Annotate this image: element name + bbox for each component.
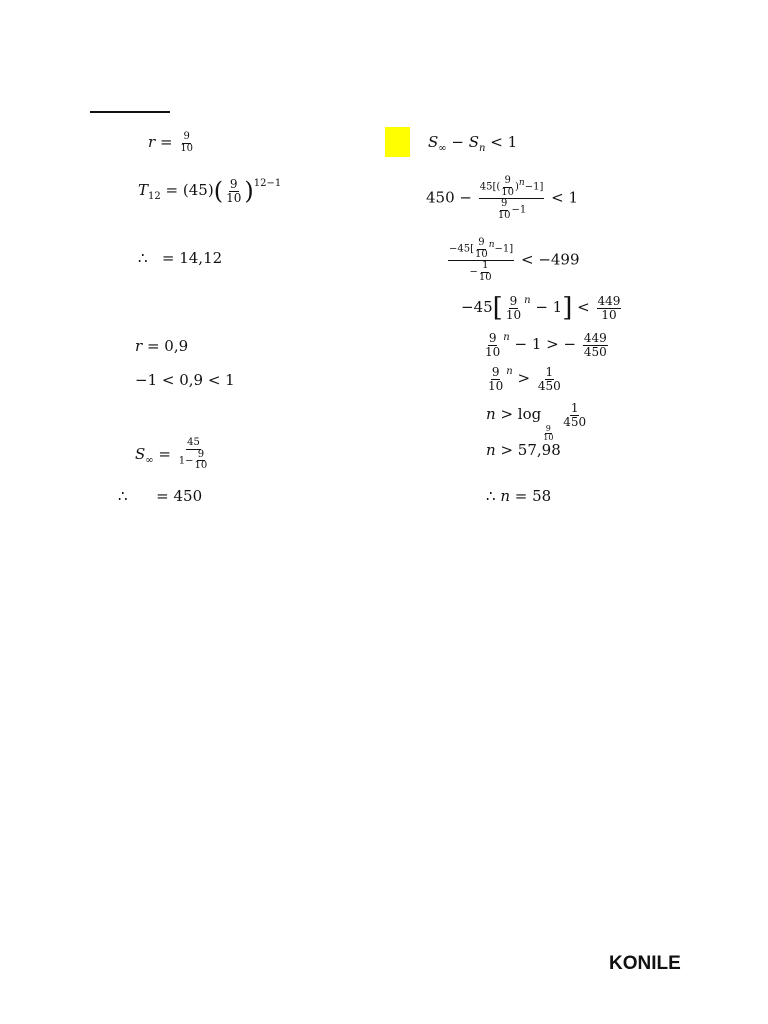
sinf-minus-sn-inequality: $S_\infty - S_n < 1$: [428, 133, 518, 154]
simplified-inequality: −45[ $\frac{9}{10}$ $^n$−1] − $\frac{1}{10}$ < −499: [449, 237, 580, 283]
s-infinity-answer: ∴ = 450: [118, 487, 203, 505]
log-inequality: n > log $\frac{9}{10}$ $\frac{1}{450}$: [486, 401, 587, 443]
n-decimal-bound: n > 57,98: [486, 441, 561, 459]
power-inequality-2: $\frac{9}{10}$ $^n$ > $\frac{1}{450}$: [488, 365, 561, 393]
s-infinity-formula: $S_\infty$ = 45 1− $\frac{9}{10}$: [135, 437, 208, 471]
n-answer: ∴ n = 58: [486, 487, 552, 505]
bracket-inequality: −45[ $\frac{9}{10}$ $^n$ − 1] < $\frac{449}{10}$: [461, 293, 621, 324]
t12-formula: $T_{12} = (45)$( $\frac{9}{10}$ )$^{12-1}$: [138, 177, 282, 206]
r-equals-fraction: r = $\frac{9}{10}$: [148, 131, 194, 154]
ratio-inequality: −1 < 0,9 < 1: [135, 371, 235, 389]
substituted-inequality: 450 − 45[( $\frac{9}{10}$ )$^n$−1] $\frac{9}{10}$ −1 < 1: [426, 175, 579, 221]
r-decimal: r = 0,9: [135, 337, 189, 355]
power-inequality-1: $\frac{9}{10}$ $^n$ − 1 > − $\frac{449}{450}$: [485, 331, 607, 359]
brand-watermark: KONILE: [609, 953, 681, 974]
top-rule: [90, 111, 170, 113]
yellow-highlight-box: [385, 127, 410, 157]
t12-answer: ∴ = 14,12: [138, 249, 223, 267]
